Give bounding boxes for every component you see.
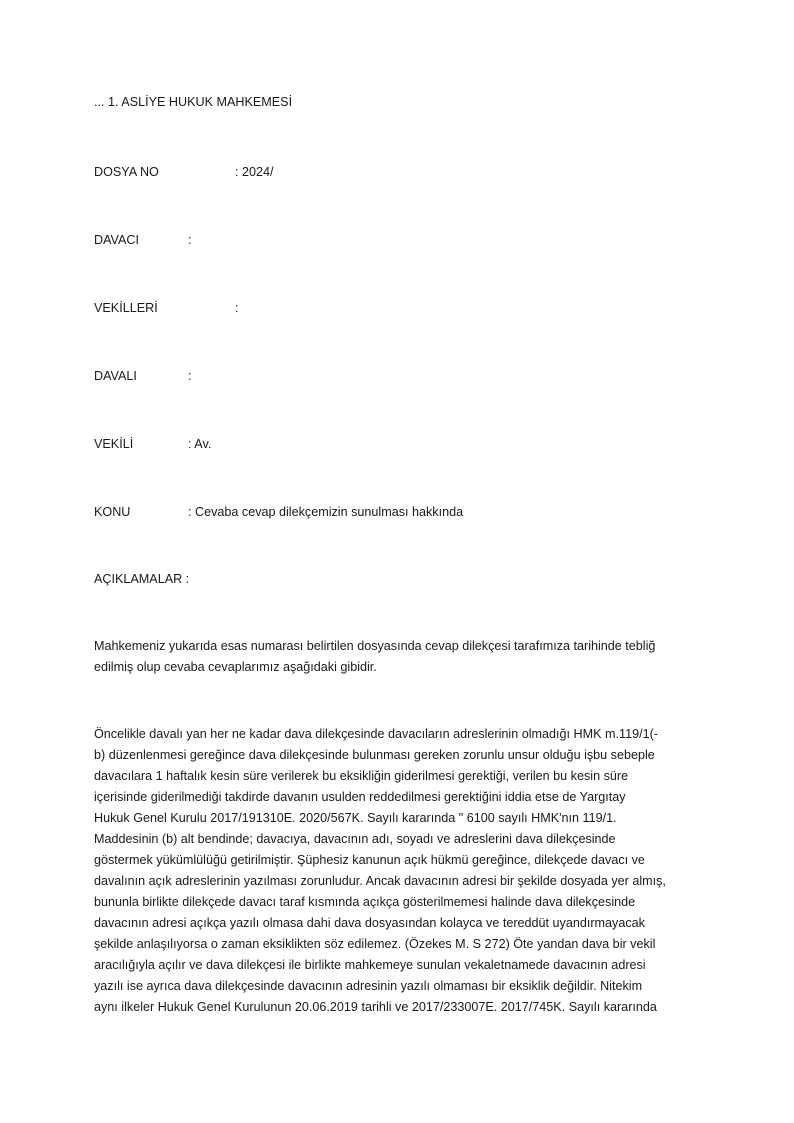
subject-label: KONU [94,505,131,519]
plaintiff-attorneys-row [94,299,494,317]
paragraph-line: davacının adresi açıkça yazılı olmasa dahi dava dosyasından kolayca ve tereddüt uyandırmayacak [94,916,645,930]
subject-value: : Cevaba cevap dilekçemizin sunulması hakkında [188,505,464,519]
defendant-row [94,367,494,385]
paragraph-line: b) düzenlenmesi gereğince dava dilekçesinde bulunması gereken zorunlu unsur olduğu işbu sebeple [94,748,655,762]
argument-paragraph [94,724,704,1018]
paragraph-line: şekilde anlaşılıyorsa o zaman eksiklikten söz edilemez. (Özekes M. S 272) Öte yandan dava bir vekil [94,937,656,951]
intro-paragraph [94,636,704,678]
explanations-label: AÇIKLAMALAR : [94,572,190,586]
defendant-label: DAVALI [94,369,137,383]
paragraph-line: göstermek yükümlülüğü getirilmiştir. Şüphesiz kanunun açık hükmü gereğince, dilekçede davacı ve [94,853,645,867]
defendant-attorney-row [94,435,494,453]
plaintiff-value: : [188,233,192,247]
paragraph-line: edilmiş olup cevaba cevaplarımız aşağıdaki gibidir. [94,660,377,674]
paragraph-line: içerisinde giderilmediği takdirde davanın usulden reddedilmesi gerektiğini iddia etse de Yargıtay [94,790,626,804]
paragraph-line: aracılığıyla açılır ve dava dilekçesi ile birlikte mahkemeye sunulan vekaletnamede davacının adresi [94,958,646,972]
plaintiff-row [94,231,494,249]
paragraph-line: Maddesinin (b) alt bendinde; davacıya, davacının adı, soyadı ve adreslerini dava dilekçesinde [94,832,616,846]
plaintiff-attorneys-label: VEKİLLERİ [94,301,158,315]
paragraph-line: bununla birlikte dilekçede davacı taraf kısmında açıkça gösterilmemesi halinde dava dilekçesinde [94,895,636,909]
file-no-value: : 2024/ [235,165,274,179]
file-no-label: DOSYA NO [94,165,159,179]
paragraph-line: Mahkemeniz yukarıda esas numarası belirtilen dosyasında cevap dilekçesi tarafımıza tarihinde tebliğ [94,639,656,653]
paragraph-line: Hukuk Genel Kurulu 2017/191310E. 2020/567K. Sayılı kararında " 6100 sayılı HMK'nın 119/1. [94,811,617,825]
plaintiff-label: DAVACI [94,233,140,247]
file-no-row [94,163,494,181]
court-title: ... 1. ASLİYE HUKUK MAHKEMESİ [94,95,293,109]
defendant-attorney-label: VEKİLİ [94,437,134,451]
paragraph-line: yazılı ise ayrıca dava dilekçesinde davacının adresinin yazılı olmaması bir eksiklik değildir. Nitekim [94,979,643,993]
explanations-row [94,570,494,588]
paragraph-line: davalının açık adreslerinin yazılması zorunludur. Ancak davacının adresi bir şekilde dosyada yer almış, [94,874,666,888]
paragraph-line: davacılara 1 haftalık kesin süre verilerek bu eksikliğin giderilmesi gerektiği, verilen bu kesin süre [94,769,629,783]
defendant-value: : [188,369,192,383]
paragraph-line: aynı ilkeler Hukuk Genel Kurulunun 20.06.2019 tarihli ve 2017/233007E. 2017/745K. Sayılı kararında [94,1000,657,1014]
subject-row [94,503,694,521]
plaintiff-attorneys-value: : [235,301,239,315]
paragraph-line: Öncelikle davalı yan her ne kadar dava dilekçesinde davacıların adreslerinin olmadığı HMK m.119/1(- [94,727,658,741]
defendant-attorney-value: : Av. [188,437,212,451]
